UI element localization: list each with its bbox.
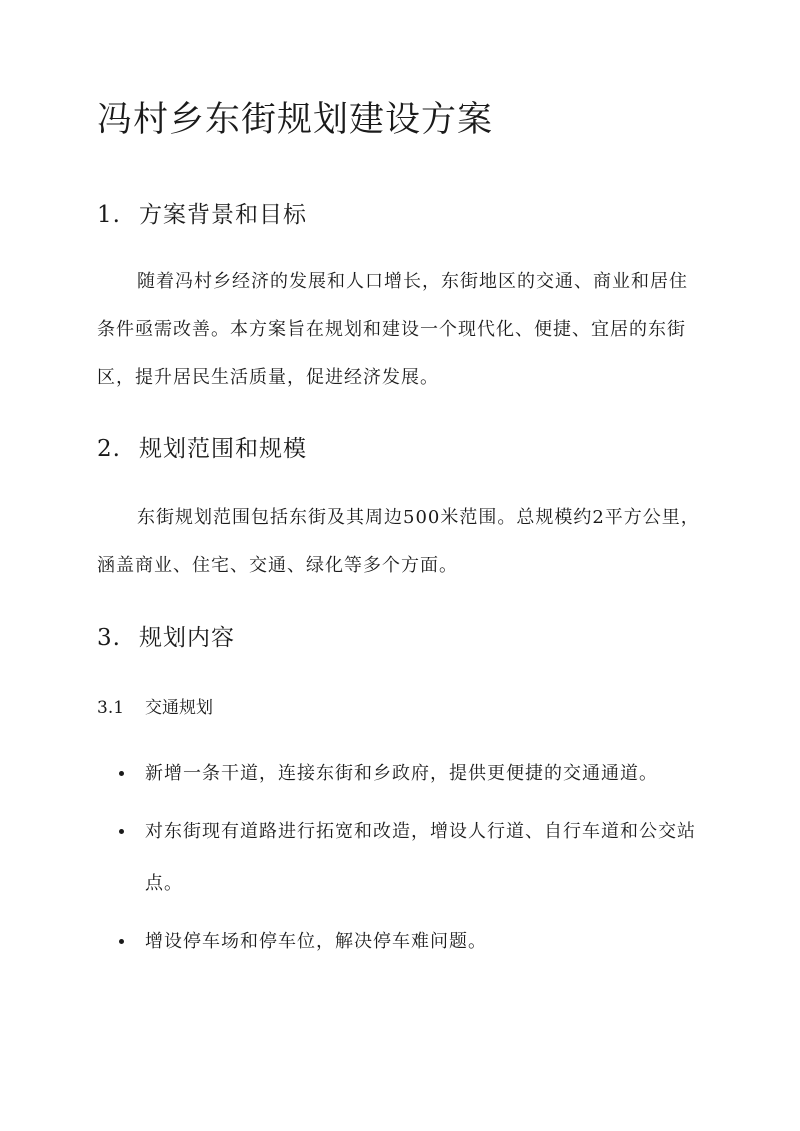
section-paragraph-2: 东街规划范围包括东街及其周边500米范围。总规模约2平方公里，涵盖商业、住宅、交通、绿化等多个方面。 bbox=[97, 507, 700, 576]
bullet-dot-icon bbox=[119, 939, 124, 944]
section-number-1: 1. bbox=[97, 202, 121, 228]
bullet-item bbox=[97, 916, 703, 968]
bullet-text: 增设停车场和停车位，解决停车难问题。 bbox=[145, 931, 487, 952]
bullet-text: 新增一条干道，连接东街和乡政府，提供更便捷的交通通道。 bbox=[145, 763, 658, 784]
section-heading-1 bbox=[97, 196, 307, 229]
transport-bullet-list bbox=[97, 748, 703, 968]
bullet-item bbox=[97, 806, 703, 910]
section-title-3: 规划内容 bbox=[139, 625, 235, 651]
document-title: 冯村乡东街规划建设方案 bbox=[97, 100, 494, 140]
section-number-2: 2. bbox=[97, 436, 121, 462]
bullet-text: 对东街现有道路进行拓宽和改造，增设人行道、自行车道和公交站点。 bbox=[145, 821, 696, 894]
section-heading-3 bbox=[97, 619, 235, 652]
section-title-1: 方案背景和目标 bbox=[139, 202, 307, 228]
section-heading-2 bbox=[97, 430, 307, 463]
bullet-item bbox=[97, 748, 703, 800]
bullet-dot-icon bbox=[119, 771, 124, 776]
subsection-title: 交通规划 bbox=[145, 698, 213, 718]
subsection-heading bbox=[97, 693, 213, 718]
section-number-3: 3. bbox=[97, 625, 121, 651]
section-paragraph-1: 随着冯村乡经济的发展和人口增长，东街地区的交通、商业和居住条件亟需改善。本方案旨在规划和建设一个现代化、便捷、宜居的东街区，提升居民生活质量，促进经济发展。 bbox=[97, 271, 688, 388]
subsection-number: 3.1 bbox=[97, 698, 125, 718]
section-title-2: 规划范围和规模 bbox=[139, 436, 307, 462]
bullet-dot-icon bbox=[119, 829, 124, 834]
